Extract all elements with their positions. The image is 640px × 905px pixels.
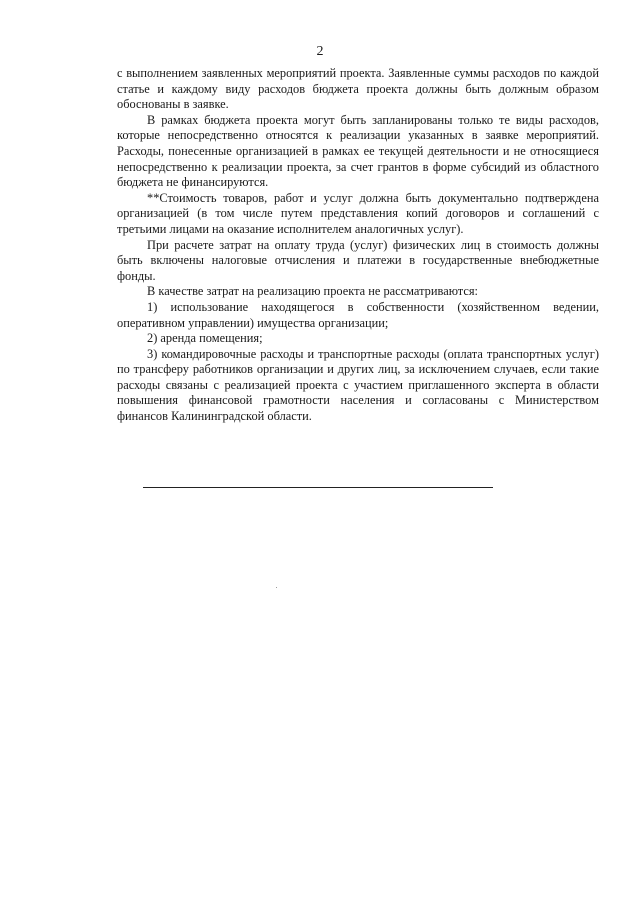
list-item-property-use: 1) использование находящегося в собственности (хозяйственном ведении, оперативном управлении) имущества организации; <box>117 299 599 330</box>
paragraph-budget-justification: с выполнением заявленных мероприятий проекта. Заявленные суммы расходов по каждой статье и каждому виду расходов бюджета проекта должны быть должным образом обоснованы в заявке. <box>117 66 599 112</box>
footnote-separator-line <box>143 487 493 488</box>
paragraph-excluded-costs-intro: В качестве затрат на реализацию проекта не рассматриваются: <box>147 284 478 299</box>
paragraph-cost-documentation: **Стоимость товаров, работ и услуг должна быть документально подтверждена организацией (в том числе путем представления копий договоров и соглашений с третьими лицами на оказание исполнителем аналогичных услуг). <box>117 190 599 236</box>
page-number: 2 <box>316 44 324 59</box>
scan-speck <box>276 587 277 588</box>
list-item-premises-rent: 2) аренда помещения; <box>147 331 263 346</box>
body-text <box>117 66 599 425</box>
paragraph-labor-costs: При расчете затрат на оплату труда (услуг) физических лиц в стоимость должны быть включены налоговые отчисления и платежи в государственные внебюджетные фонды. <box>117 237 599 283</box>
list-item-travel-expenses: 3) командировочные расходы и транспортные расходы (оплата транспортных услуг) по трансферу работников организации и других лиц, за исключением случаев, если такие расходы связаны с реализацией проекта с участием приглашенного эксперта в области повышения финансовой грамотности населения и согласованы с Министерством финансов Калининградской области. <box>117 346 599 424</box>
paragraph-allowed-expenses: В рамках бюджета проекта могут быть запланированы только те виды расходов, которые непосредственно относятся к реализации указанных в заявке мероприятий. Расходы, понесенные организацией в рамках ее текущей деятельности и не относящиеся непосредственно к реализации проекта, за счет грантов в форме субсидий из областного бюджета не финансируются. <box>117 112 599 190</box>
